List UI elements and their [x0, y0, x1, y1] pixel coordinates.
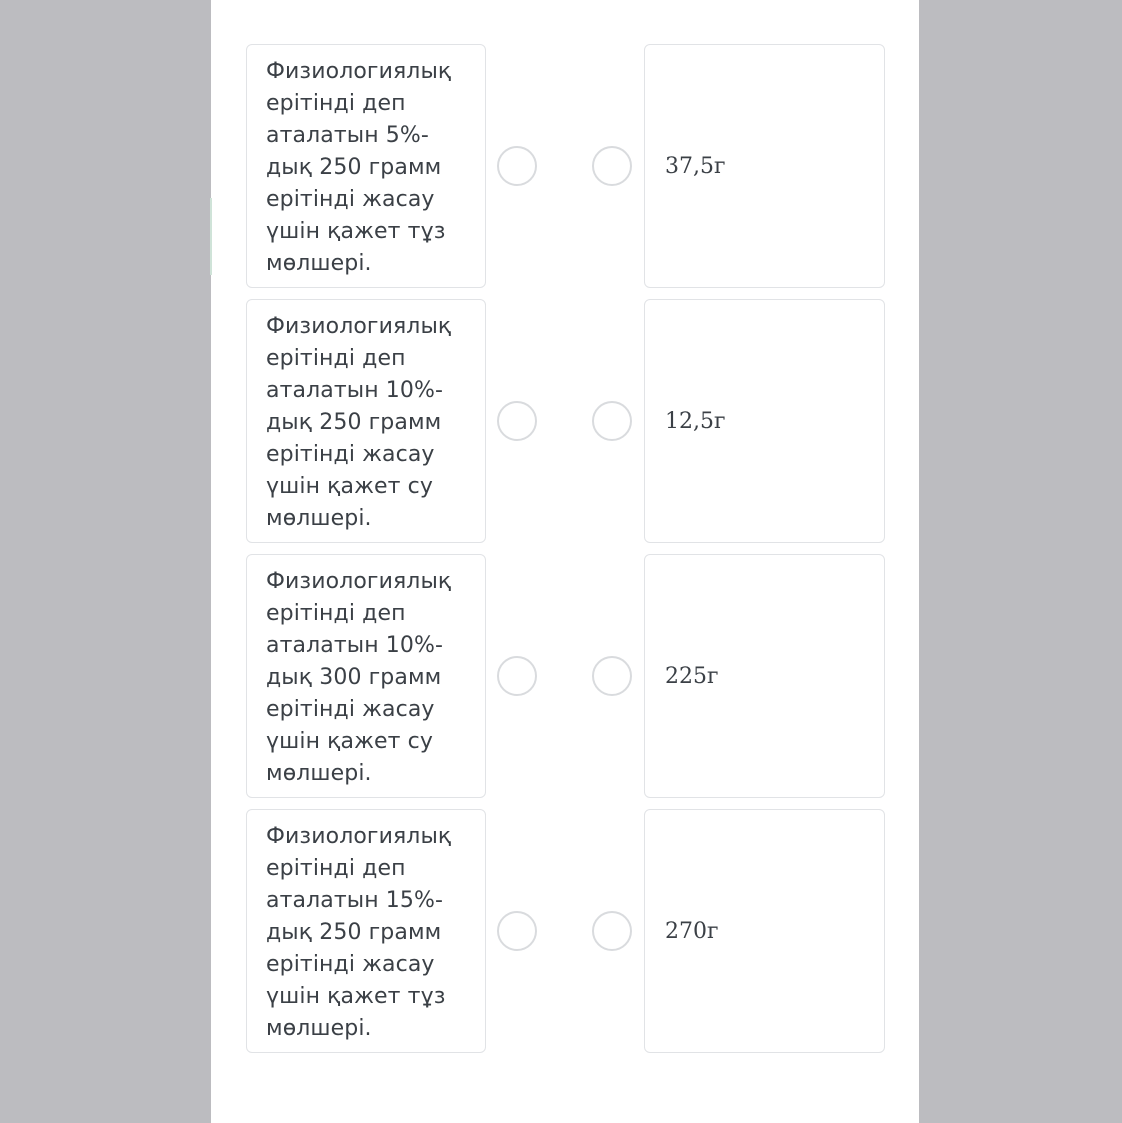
answer-card[interactable]: [644, 44, 885, 288]
answer-text: 37,5г: [665, 153, 726, 179]
answer-connector-radio[interactable]: [592, 656, 632, 696]
match-pair-row: [211, 44, 919, 288]
question-text: Физиологиялық ерітінді деп аталатын 10%-дық 250 грамм ерітінді жасау үшін қажет су мөлшері.: [266, 314, 452, 531]
match-pair-row: [211, 809, 919, 1053]
question-text: Физиологиялық ерітінді деп аталатын 5%-дық 250 грамм ерітінді жасау үшін қажет тұз мөлшері.: [266, 59, 452, 276]
question-card[interactable]: [246, 554, 486, 798]
question-connector-radio[interactable]: [497, 146, 537, 186]
question-text: Физиологиялық ерітінді деп аталатын 10%-дық 300 грамм ерітінді жасау үшін қажет су мөлшері.: [266, 569, 452, 786]
match-pair-row: [211, 299, 919, 543]
answer-connector-radio[interactable]: [592, 911, 632, 951]
question-text: Физиологиялық ерітінді деп аталатын 15%-дық 250 грамм ерітінді жасау үшін қажет тұз мөлшері.: [266, 824, 452, 1041]
answer-card[interactable]: [644, 299, 885, 543]
question-card[interactable]: [246, 44, 486, 288]
question-connector-radio[interactable]: [497, 656, 537, 696]
answer-card[interactable]: [644, 809, 885, 1053]
answer-text: 225г: [665, 663, 719, 689]
panel-edge-accent: [210, 198, 212, 275]
question-connector-radio[interactable]: [497, 911, 537, 951]
answer-text: 12,5г: [665, 408, 726, 434]
question-card[interactable]: [246, 299, 486, 543]
matching-question-panel: [211, 0, 919, 1123]
answer-text: 270г: [665, 918, 719, 944]
answer-card[interactable]: [644, 554, 885, 798]
answer-connector-radio[interactable]: [592, 401, 632, 441]
answer-connector-radio[interactable]: [592, 146, 632, 186]
question-card[interactable]: [246, 809, 486, 1053]
match-pair-row: [211, 554, 919, 798]
question-connector-radio[interactable]: [497, 401, 537, 441]
